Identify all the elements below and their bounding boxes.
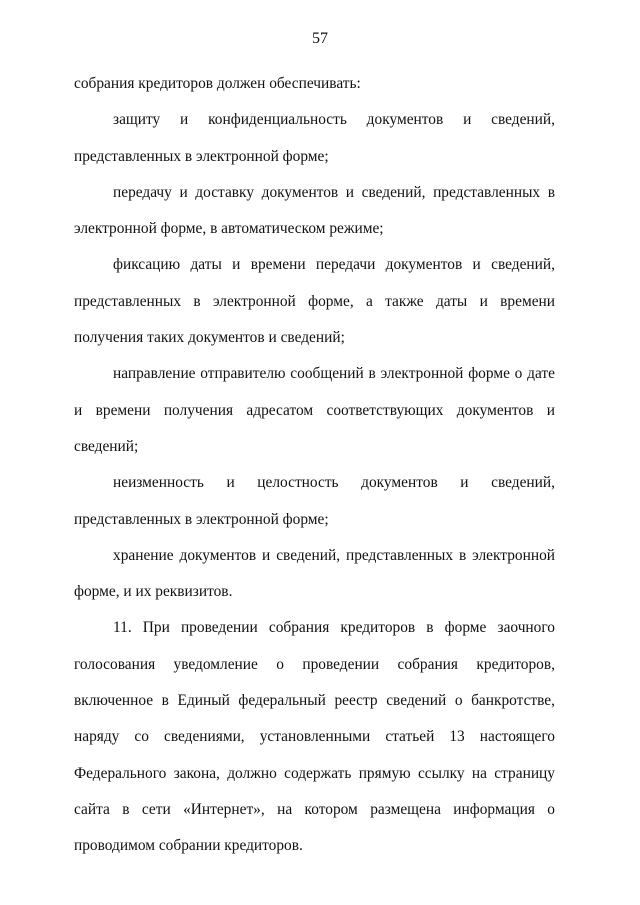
paragraph-integrity: неизменность и целостность документов и сведений, представленных в электронной форме; xyxy=(74,474,555,528)
paragraph-timestamp: фиксацию даты и времени передачи документов и сведений, представленных в электронной форме, а также даты и времени получения таких документов и сведений; xyxy=(74,256,555,347)
paragraph-notification: направление отправителю сообщений в электронной форме о дате и времени получения адресатом соответствующих документов и сведений; xyxy=(74,365,555,455)
paragraph-clause-11: 11. При проведении собрания кредиторов в форме заочного голосования уведомление о проведении собрания кредиторов, включенное в Единый федеральный реестр сведений о банкротстве, наряду со сведениями, установленными статьей 13 настоящего Федерального закона, должно содержать прямую ссылку на страницу сайта в сети «Интернет», на котором размещена информация о проводимом собрании кредиторов. xyxy=(74,619,555,855)
paragraph-continuation: собрания кредиторов должен обеспечивать: xyxy=(74,75,361,92)
paragraph-transfer: передачу и доставку документов и сведений, представленных в электронной форме, в автоматическом режиме; xyxy=(74,183,555,238)
document-body xyxy=(74,66,555,865)
page-number: 57 xyxy=(312,30,328,47)
paragraph-storage: хранение документов и сведений, представленных в электронной форме, и их реквизитов. xyxy=(74,546,555,601)
paragraph-protection: защиту и конфиденциальность документов и сведений, представленных в электронной форме; xyxy=(74,111,555,165)
